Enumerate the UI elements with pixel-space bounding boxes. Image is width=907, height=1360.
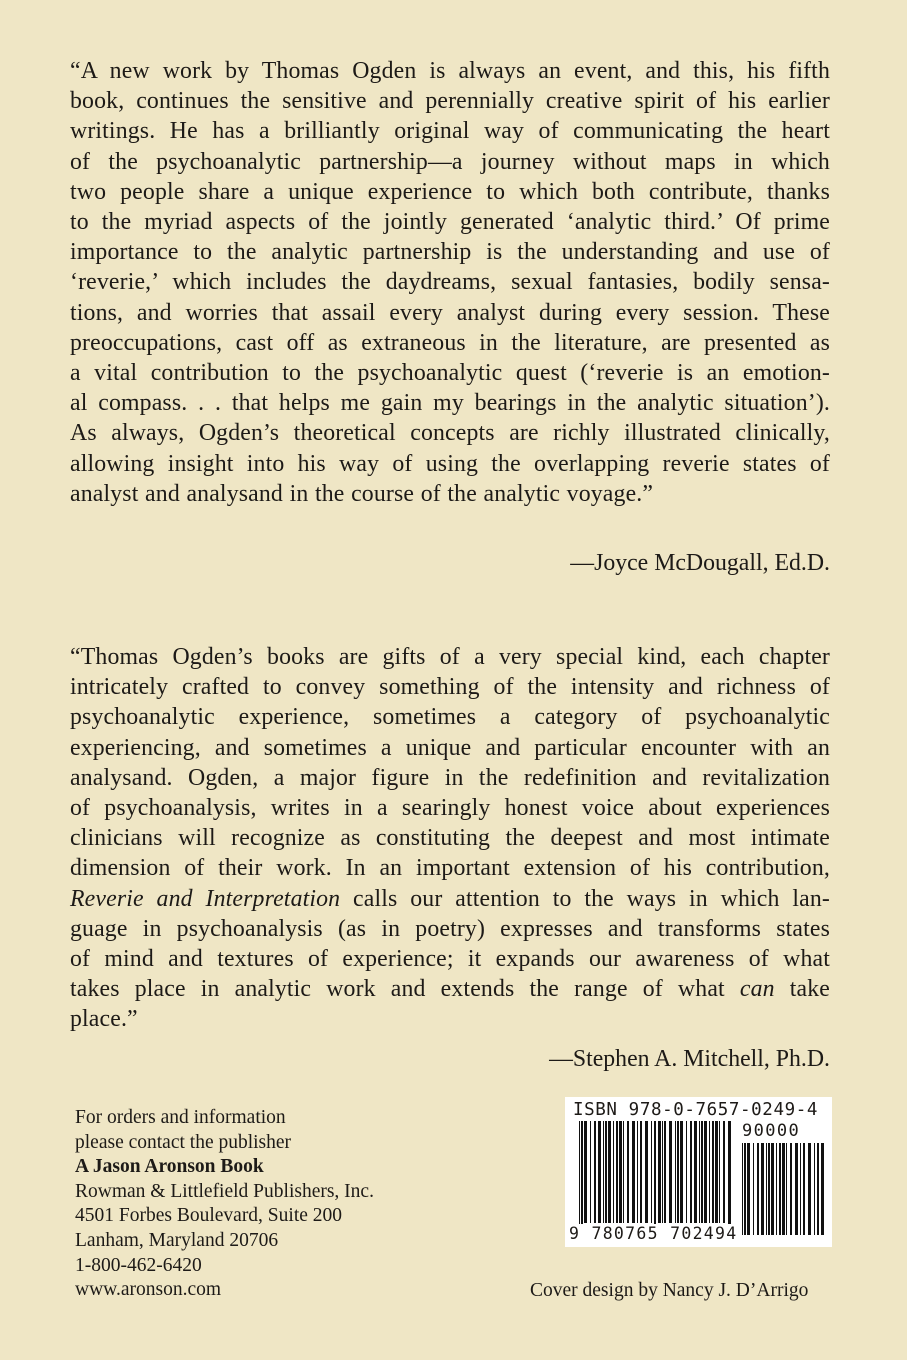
address-line-1: 4501 Forbes Boulevard, Suite 200 — [75, 1205, 343, 1227]
barcode-bar — [704, 1121, 707, 1223]
barcode-bar — [640, 1121, 642, 1223]
quote-line: guage in psychoanalysis (as in poetry) expresses and transforms states — [70, 915, 830, 942]
barcode-bar — [817, 1143, 819, 1235]
barcode-bar — [669, 1121, 672, 1223]
quote-line: two people share a unique experience to which both contribute, thanks — [70, 178, 830, 205]
barcode-bar — [761, 1143, 764, 1235]
barcode-bar — [766, 1143, 767, 1235]
barcode-bar — [803, 1143, 805, 1235]
quote-line: book, continues the sensitive and perennially creative spirit of his earlier — [70, 88, 830, 115]
quote-line: clinicians will recognize as constituting the deepest and most intimate — [70, 825, 830, 852]
barcode-bar — [701, 1121, 703, 1223]
barcode-bar — [814, 1143, 815, 1235]
quote-line: psychoanalytic experience, sometimes a category of psychoanalytic — [70, 704, 830, 731]
barcode-bar — [677, 1121, 679, 1223]
barcode-bar — [808, 1143, 811, 1235]
barcode-bar — [776, 1143, 777, 1235]
barcode-bar — [632, 1121, 635, 1223]
barcode-bar — [790, 1143, 792, 1235]
emphasis-can: can — [739, 976, 775, 1003]
barcode-bar — [603, 1121, 604, 1223]
barcode-bar — [686, 1121, 687, 1223]
barcode-bar — [613, 1121, 614, 1223]
quote-mitchell-body-start — [70, 642, 830, 884]
barcode-bar — [608, 1121, 611, 1223]
quote-line: al compass. . . that helps me gain my bearings in the analytic situation’). — [70, 390, 830, 417]
quote-line: analyst and analysand in the course of the analytic voyage.” — [70, 480, 654, 507]
barcode-bar — [709, 1121, 710, 1223]
quote-line: “A new work by Thomas Ogden is always an event, and this, his fifth — [70, 58, 830, 84]
barcode-bar — [742, 1143, 743, 1235]
barcode-bar — [675, 1121, 676, 1223]
barcode-bar — [579, 1121, 580, 1233]
barcode-bar — [795, 1143, 798, 1235]
barcode-bar — [654, 1121, 656, 1233]
attribution-mcdougall: —Joyce McDougall, Ed.D. — [570, 550, 830, 576]
barcode-bar — [771, 1143, 774, 1235]
contact-line-1: For orders and information — [75, 1107, 286, 1128]
barcode-bar — [680, 1121, 683, 1223]
barcode-bar — [782, 1143, 785, 1235]
barcode-bar — [662, 1121, 663, 1223]
barcode-bar — [712, 1121, 714, 1223]
quote-line: importance to the analytic partnership is the understanding and use of — [70, 239, 830, 266]
barcode-bar — [757, 1143, 759, 1235]
barcode-bar — [590, 1121, 591, 1223]
barcode-bar — [699, 1121, 700, 1223]
quote-line-last: place.” — [70, 1006, 138, 1033]
quote-line: “Thomas Ogden’s books are gifts of a very special kind, each chapter — [70, 644, 830, 670]
barcode-bar — [753, 1143, 754, 1235]
phone-number: 1-800-462-6420 — [75, 1254, 202, 1276]
quote-line: writings. He has a brilliantly original way of communicating the heart — [70, 118, 830, 145]
barcode-bar — [779, 1143, 781, 1235]
barcode-bar — [658, 1121, 661, 1223]
publisher-contact — [75, 1106, 374, 1303]
barcode-bar — [723, 1121, 725, 1223]
quote-mitchell-body-middle — [70, 914, 830, 974]
quote-line: dimension of their work. In an important extension of his contribution, — [70, 855, 830, 882]
barcode-bar — [651, 1121, 652, 1223]
barcode-bar — [744, 1143, 746, 1235]
quote-line: intricately crafted to convey something of the intensity and richness of — [70, 674, 830, 701]
barcode-bar — [594, 1121, 596, 1223]
quote-line-emphasis: takes place in analytic work and extends the range of what can take — [70, 976, 830, 1003]
cover-design-credit: Cover design by Nancy J. D’Arrigo — [530, 1280, 809, 1301]
barcode-bar — [768, 1143, 770, 1235]
quote-line: analysand. Ogden, a major figure in the redefinition and revitalization — [70, 764, 830, 791]
barcode-bar — [619, 1121, 622, 1223]
quote-line: allowing insight into his way of using the overlapping reverie states of — [70, 450, 830, 477]
quote-line: experiencing, and sometimes a unique and particular encounter with an — [70, 734, 830, 761]
barcode-bar — [719, 1121, 720, 1223]
attribution-mitchell: —Stephen A. Mitchell, Ph.D. — [549, 1046, 830, 1072]
barcode-bar — [581, 1121, 583, 1233]
quote-line: of mind and textures of experience; it expands our awareness of what — [70, 946, 830, 973]
isbn-label: ISBN 978-0-7657-0249-4 — [573, 1100, 818, 1120]
quote-line: of psychoanalysis, writes in a searingly honest voice about experiences — [70, 795, 830, 822]
quote-line: As always, Ogden’s theoretical concepts are richly illustrated clinically, — [70, 420, 830, 447]
quote-line: preoccupations, cast off as extraneous in the literature, are presented as — [70, 329, 830, 356]
contact-line-2: please contact the publisher — [75, 1131, 292, 1153]
quote-line: tions, and worries that assail every analyst during every session. These — [70, 299, 830, 326]
barcode-bar — [821, 1143, 824, 1235]
barcode-bar — [605, 1121, 607, 1223]
quote-line: ‘reverie,’ which includes the daydreams, sexual fantasies, bodily sensa- — [70, 269, 830, 296]
quote-line: to the myriad aspects of the jointly generated ‘analytic third.’ Of prime — [70, 209, 830, 236]
price-addon-digits: 90000 — [742, 1121, 801, 1141]
quote-line: a vital contribution to the psychoanalytic quest (‘reverie is an emotion- — [70, 360, 830, 387]
quote-mitchell — [70, 642, 830, 1035]
publisher-name: Rowman & Littlefield Publishers, Inc. — [75, 1180, 374, 1202]
barcode-bar — [584, 1121, 587, 1223]
quote-mcdougall-body — [70, 56, 830, 509]
quote-line-book-title: Reverie and Interpretation calls our attention to the ways in which lan- — [70, 885, 830, 912]
barcode-bar — [694, 1121, 697, 1223]
barcode-bar — [598, 1121, 601, 1223]
ean-digits: 9 780765 702494 — [569, 1224, 738, 1243]
isbn-barcode — [565, 1097, 832, 1247]
barcode-bar — [747, 1143, 750, 1235]
barcode-bar — [690, 1121, 692, 1223]
barcode-bar — [623, 1121, 624, 1223]
barcode-bar — [800, 1143, 801, 1235]
website-link[interactable]: www.aronson.com — [75, 1279, 222, 1301]
barcode-bar — [786, 1143, 787, 1235]
barcode-bar — [728, 1121, 731, 1233]
barcode-bar — [637, 1121, 638, 1223]
book-title: Reverie and Interpretation — [70, 885, 341, 912]
quote-mcdougall — [70, 56, 830, 509]
quote-line: of the psychoanalytic partnership—a journey without maps in which — [70, 148, 830, 175]
barcode-bar — [645, 1121, 648, 1223]
barcode-bar — [664, 1121, 666, 1223]
imprint-name: A Jason Aronson Book — [75, 1156, 264, 1178]
address-line-2: Lanham, Maryland 20706 — [75, 1229, 279, 1251]
barcode-bar — [715, 1121, 718, 1223]
barcode-bar — [616, 1121, 618, 1223]
barcode-bar — [627, 1121, 629, 1223]
